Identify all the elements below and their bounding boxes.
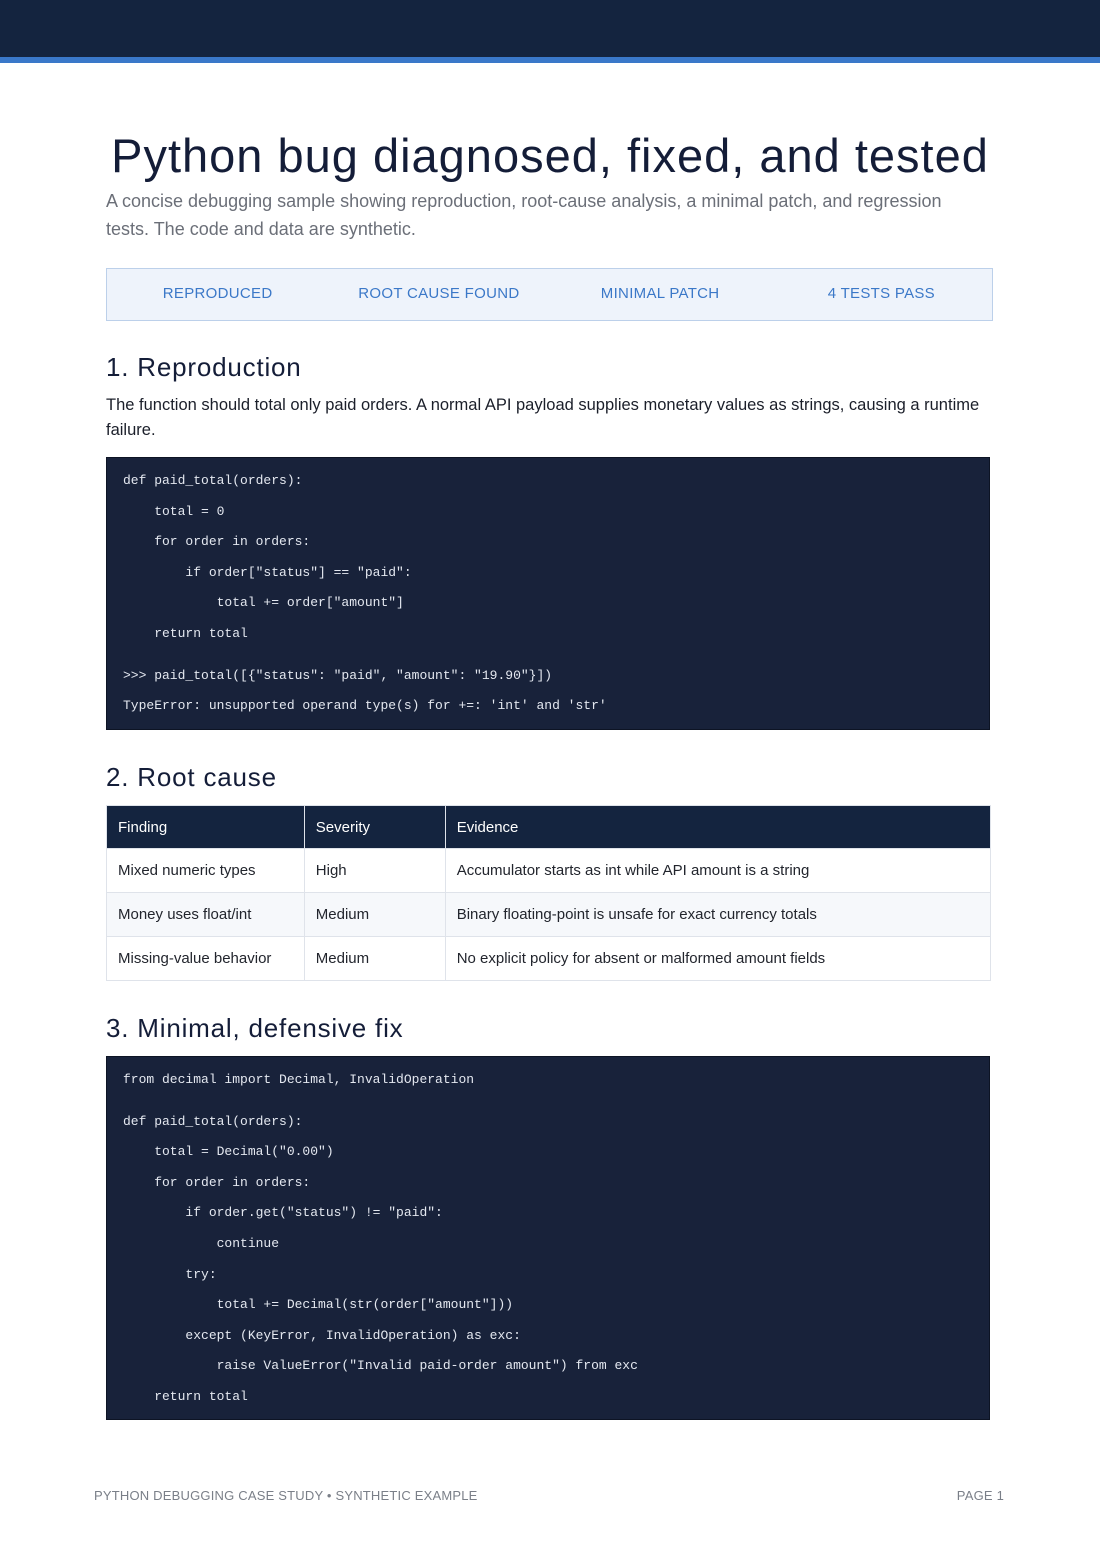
code-line: return total bbox=[123, 1388, 248, 1404]
page-title: Python bug diagnosed, fixed, and tested bbox=[111, 129, 989, 182]
footer-page-number: PAGE 1 bbox=[956, 1488, 1004, 1503]
top-banner bbox=[0, 0, 1100, 57]
code-line: def paid_total(orders): bbox=[123, 1113, 303, 1129]
repl-error-line: TypeError: unsupported operand type(s) for +=: 'int' and 'str' bbox=[123, 698, 607, 714]
code-line: total = 0 bbox=[123, 503, 225, 519]
severity-cell: High bbox=[304, 849, 445, 893]
code-line: if order.get("status") != "paid": bbox=[123, 1205, 443, 1221]
evidence-cell: Accumulator starts as int while API amount is a string bbox=[445, 849, 990, 893]
repl-input-line: >>> paid_total([{"status": "paid", "amount": "19.90"}]) bbox=[123, 667, 553, 683]
finding-cell: Money uses float/int bbox=[107, 893, 305, 937]
column-header-finding: Finding bbox=[107, 806, 305, 849]
section-heading-root-cause: 2. Root cause bbox=[106, 762, 277, 792]
fix-code-block bbox=[106, 1056, 990, 1420]
table-row bbox=[107, 849, 991, 893]
code-line: except (KeyError, InvalidOperation) as exc: bbox=[123, 1327, 521, 1343]
evidence-cell: No explicit policy for absent or malformed amount fields bbox=[445, 937, 990, 981]
section-heading-reproduction: 1. Reproduction bbox=[106, 352, 302, 382]
section-heading-fix: 3. Minimal, defensive fix bbox=[106, 1013, 404, 1043]
status-tests-pass: 4 TESTS PASS bbox=[827, 285, 935, 302]
code-line: from decimal import Decimal, InvalidOperation bbox=[123, 1072, 475, 1087]
reproduction-description: The function should total only paid orders. A normal API payload supplies monetary values as strings, causing a runtime failure. bbox=[106, 396, 980, 439]
column-header-severity: Severity bbox=[304, 806, 445, 849]
severity-cell: Medium bbox=[304, 937, 445, 981]
reproduction-code-block bbox=[106, 457, 990, 730]
table-header-row bbox=[107, 806, 991, 849]
footer-document-label: PYTHON DEBUGGING CASE STUDY • SYNTHETIC EXAMPLE bbox=[94, 1488, 478, 1503]
code-line: total += order["amount"] bbox=[123, 595, 404, 611]
finding-cell: Missing-value behavior bbox=[107, 937, 305, 981]
status-minimal-patch: MINIMAL PATCH bbox=[600, 285, 720, 302]
code-line: total = Decimal("0.00") bbox=[123, 1144, 334, 1160]
code-line: raise ValueError("Invalid paid-order amount") from exc bbox=[123, 1358, 638, 1374]
code-line: continue bbox=[123, 1235, 280, 1251]
severity-cell: Medium bbox=[304, 893, 445, 937]
table-row bbox=[107, 893, 991, 937]
code-line: return total bbox=[123, 625, 248, 641]
root-cause-table bbox=[106, 805, 991, 981]
page-subtitle: A concise debugging sample showing reproduction, root-cause analysis, a minimal patch, and regression tests. The code and data are synthetic. bbox=[106, 191, 942, 239]
status-root-cause-found: ROOT CAUSE FOUND bbox=[358, 285, 520, 302]
code-line: def paid_total(orders): bbox=[123, 473, 303, 488]
table-row bbox=[107, 937, 991, 981]
top-banner-accent bbox=[0, 57, 1100, 63]
code-line: total += Decimal(str(order["amount"])) bbox=[123, 1297, 514, 1313]
code-line: for order in orders: bbox=[123, 534, 311, 550]
code-line: try: bbox=[123, 1266, 217, 1282]
code-line: if order["status"] == "paid": bbox=[123, 564, 412, 580]
column-header-evidence: Evidence bbox=[445, 806, 990, 849]
status-strip bbox=[106, 268, 993, 321]
finding-cell: Mixed numeric types bbox=[107, 849, 305, 893]
evidence-cell: Binary floating-point is unsafe for exact currency totals bbox=[445, 893, 990, 937]
status-reproduced: REPRODUCED bbox=[162, 285, 273, 302]
code-line: for order in orders: bbox=[123, 1174, 311, 1190]
